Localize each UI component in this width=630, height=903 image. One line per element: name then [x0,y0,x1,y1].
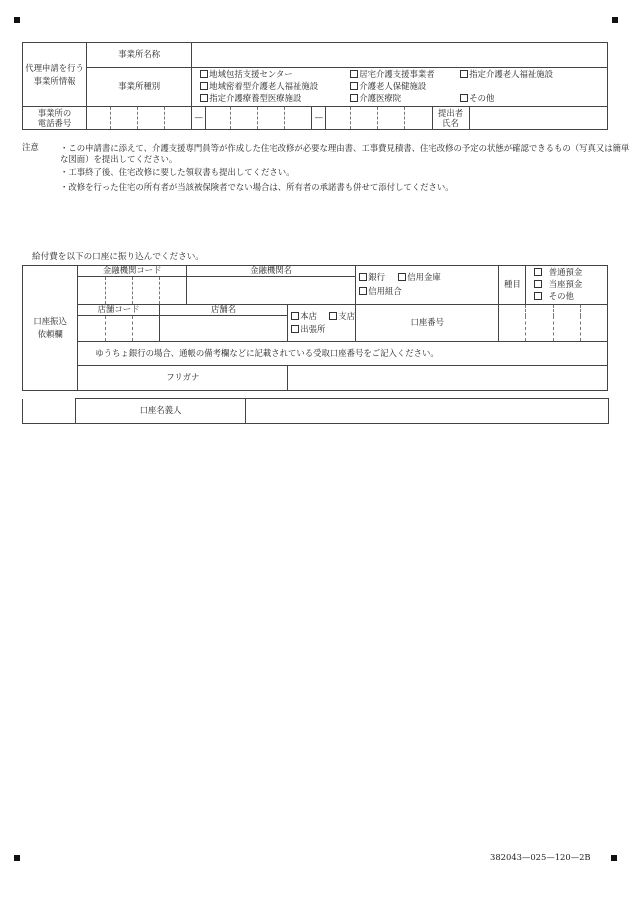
checkbox-icon [460,70,468,78]
phone-digit-cell[interactable] [87,107,111,130]
checkbox-icon [291,325,299,333]
branch-type-options [288,305,356,342]
phone-separator: — [312,107,326,130]
account-kind-option[interactable]: その他 [534,292,573,302]
bank-intro-text: 給付費を以下の口座に振り込んでください。 [32,252,204,262]
notes-label: 注意 [22,142,39,152]
bank-section-label: 口座振込 依頼欄 [23,266,78,391]
branch-code-digit-cell[interactable] [105,316,132,342]
registration-mark-top-right [612,17,618,23]
office-type-option[interactable]: その他 [460,94,494,104]
branch-name-field[interactable] [159,316,287,342]
bank-type-option[interactable]: 信用組合 [359,287,402,297]
branch-type-option[interactable]: 支店 [329,312,355,322]
office-name-field[interactable] [192,43,608,68]
bank-code-digit-cell[interactable] [105,277,132,305]
phone-separator: — [192,107,206,130]
account-kind-label: 種目 [499,266,526,305]
office-type-option[interactable]: 指定介護老人福祉施設 [460,70,553,80]
checkbox-icon [350,70,358,78]
furigana-label: フリガナ [78,366,288,391]
registration-mark-top-left [14,17,20,23]
checkbox-icon [359,287,367,295]
office-phone-label: 事業所の 電話番号 [23,107,87,130]
branch-code-digit-cell[interactable] [132,316,159,342]
registration-mark-bottom-right [611,855,617,861]
checkbox-icon [359,273,367,281]
phone-digit-cell[interactable] [378,107,405,130]
account-holder-table [22,398,609,424]
checkbox-icon [534,280,542,288]
phone-digit-cell[interactable] [111,107,138,130]
checkbox-icon [200,82,208,90]
office-type-option[interactable]: 地域密着型介護老人福祉施設 [200,82,318,92]
checkbox-icon [534,292,542,300]
bank-section-label-extension [23,399,76,424]
account-digit-cell[interactable] [499,305,526,342]
branch-code-digit-cell[interactable] [78,316,105,342]
bank-type-option[interactable]: 信用金庫 [398,273,441,283]
office-type-option[interactable]: 居宅介護支援事業者 [350,70,434,80]
bank-transfer-table [22,265,608,391]
bank-name-field[interactable] [186,277,355,305]
phone-digit-cell[interactable] [285,107,312,130]
agent-section-label: 代理申請を行う 事業所情報 [23,43,87,107]
agent-office-table [22,42,608,130]
office-type-option[interactable]: 介護医療院 [350,94,401,104]
checkbox-icon [350,82,358,90]
bank-code-label: 金融機関コード [78,266,187,277]
furigana-field[interactable] [288,366,608,391]
account-digit-cell[interactable] [580,305,607,342]
submitter-name-field[interactable] [469,107,607,130]
account-digit-cell[interactable] [553,305,580,342]
note-item: ・工事終了後、住宅改修に要した領収書も提出してください。 [60,167,295,177]
office-type-option[interactable]: 地域包括支援センター [200,70,292,80]
phone-digit-cell[interactable] [138,107,165,130]
office-type-label: 事業所種別 [87,68,192,107]
bank-type-options [356,266,499,305]
branch-name-label: 店舗名 [159,305,287,316]
form-code: 382043—025—120—2B [490,852,591,862]
phone-digit-cell[interactable] [206,107,231,130]
account-kind-option[interactable]: 普通預金 [534,268,582,278]
note-item: ・この申請書に添えて、介護支援専門員等が作成した住宅改修が必要な理由書、工事費見積書、住宅改修の予定の状態が確認できるもの（写真又は簡単な図面）を提出してください。 [60,143,630,164]
office-type-option[interactable]: 介護老人保健施設 [350,82,426,92]
submitter-name-label: 提出者 氏名 [432,107,469,130]
phone-digit-cell[interactable] [165,107,192,130]
account-digit-cell[interactable] [526,305,553,342]
checkbox-icon [398,273,406,281]
registration-mark-bottom-left [14,855,20,861]
account-number-label: 口座番号 [356,305,499,342]
checkbox-icon [200,70,208,78]
office-type-options [192,68,608,107]
checkbox-icon [200,94,208,102]
phone-digit-cell[interactable] [326,107,351,130]
checkbox-icon [329,312,337,320]
branch-type-option[interactable]: 出張所 [291,325,325,335]
bank-code-digit-cell[interactable] [132,277,159,305]
checkbox-icon [291,312,299,320]
bank-name-label: 金融機関名 [186,266,355,277]
branch-code-label: 店舗コード [78,305,159,316]
checkbox-icon [350,94,358,102]
checkbox-icon [534,268,542,276]
bank-code-digit-cell[interactable] [78,277,105,305]
phone-digit-cell[interactable] [405,107,432,130]
bank-code-digit-cell[interactable] [159,277,186,305]
yucho-note: ゆうちょ銀行の場合、通帳の備考欄などに記載されている受取口座番号をご記入ください。 [78,342,608,366]
phone-digit-cell[interactable] [351,107,378,130]
bank-type-option[interactable]: 銀行 [359,273,385,283]
phone-digit-cell[interactable] [258,107,285,130]
note-item: ・改修を行った住宅の所有者が当該被保険者でない場合は、所有者の承諾書も併せて添付してください。 [60,182,454,192]
account-holder-field[interactable] [246,399,609,424]
checkbox-icon [460,94,468,102]
office-type-option[interactable]: 指定介護療養型医療施設 [200,94,301,104]
phone-digit-cell[interactable] [231,107,258,130]
account-kind-option[interactable]: 当座預金 [534,280,582,290]
account-kind-options [526,266,608,305]
office-name-label: 事業所名称 [87,43,192,68]
branch-type-option[interactable]: 本店 [291,312,317,322]
account-holder-label: 口座名義人 [76,399,246,424]
